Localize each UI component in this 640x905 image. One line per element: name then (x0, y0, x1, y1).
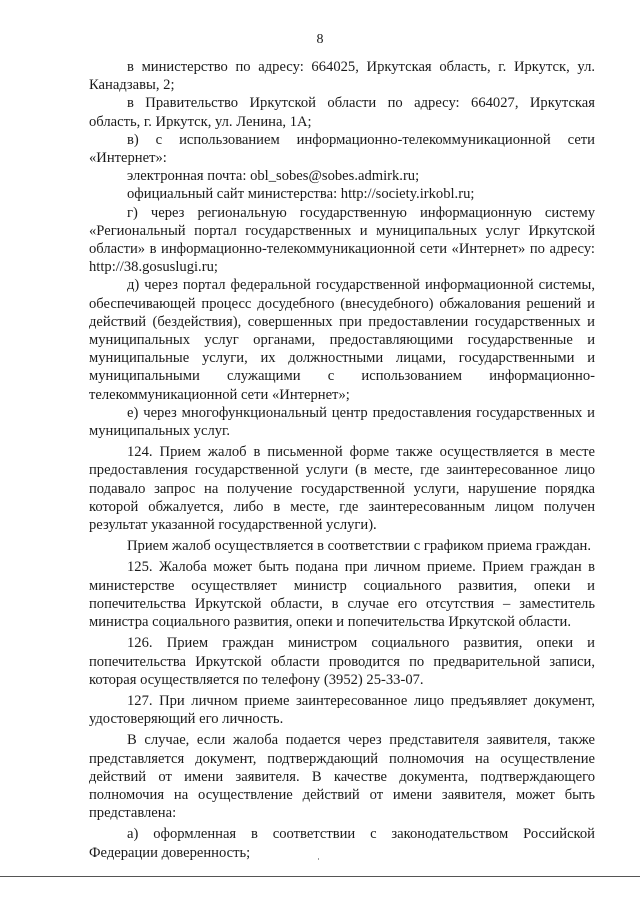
paragraph-127: 127. При личном приеме заинтересованное лицо предъявляет документ, удостоверяющий его личность. (89, 692, 595, 728)
paragraph-126: 126. Прием граждан министром социального развития, опеки и попечительства Иркутской области проводится по предварительной записи, которая осуществляется по телефону (3952) 25-33-07. (89, 635, 595, 688)
paragraph-representative: В случае, если жалоба подается через представителя заявителя, также представляется документ, подтверждающий полномочия на осуществление действий от имени заявителя. В качестве документа, подтверждающего полномочия на осуществление действий от имени заявителя, может быть представлена: (89, 732, 595, 822)
paragraph-125: 125. Жалоба может быть подана при личном приеме. Прием граждан в министерстве осуществляет министр социального развития, опеки и попечительства Иркутской области, в случае его отсутствия – заместитель министра социального развития, опеки и попечительства Иркутской области. (89, 559, 595, 631)
paragraph-address-ministry: в министерство по адресу: 664025, Иркутская область, г. Иркутск, ул. Канадзавы, 2; (89, 59, 595, 94)
bottom-rule (0, 876, 640, 877)
paragraph-item-a-power-of-attorney: а) оформленная в соответствии с законодательством Российской Федерации доверенность; (89, 826, 595, 861)
page-number: 8 (316, 32, 324, 47)
paragraph-address-government: в Правительство Иркутской области по адресу: 664027, Иркутская область, г. Иркутск, ул. Ленина, 1А; (89, 95, 595, 130)
paragraph-website: официальный сайт министерства: http://society.irkobl.ru; (127, 186, 475, 203)
paragraph-item-d-federal-portal: д) через портал федеральной государственной информационной системы, обеспечивающей процесс досудебного (внесудебного) обжалования решений и действий (бездействия), совершенных при предоставлении государственных и муниципальных услуг органами, предоставляющими государственные и муниципальные услуги, их должностными лицами, государственными и муниципальными служащими с использованием информационно-телекоммуникационной сети «Интернет»; (89, 277, 595, 403)
paragraph-124: 124. Прием жалоб в письменной форме также осуществляется в месте предоставления государственной услуги (в месте, где заинтересованное лицо подавало запрос на получение государственной услуги, нарушение порядка которой обжалуется, либо в месте, где заинтересованным лицом получен результат указанной государственной услуги). (89, 444, 595, 534)
paragraph-item-e-mfc: е) через многофункциональный центр предоставления государственных и муниципальных услуг. (89, 404, 595, 440)
paragraph-item-g-regional-portal: г) через региональную государственную информационную систему «Региональный портал государственных и муниципальных услуг Иркутской области» в информационно-телекоммуникационной сети «Интернет» по адресу: http://38.gosuslugi.ru; (89, 204, 595, 276)
paragraph-email: электронная почта: obl_sobes@sobes.admirk.ru; (127, 168, 420, 185)
paragraph-item-v-internet: в) с использованием информационно-телекоммуникационной сети «Интернет»: (89, 131, 595, 167)
document-body (89, 58, 595, 862)
paragraph-schedule: Прием жалоб осуществляется в соответствии с графиком приема граждан. (127, 538, 591, 555)
scan-mark (318, 858, 319, 860)
